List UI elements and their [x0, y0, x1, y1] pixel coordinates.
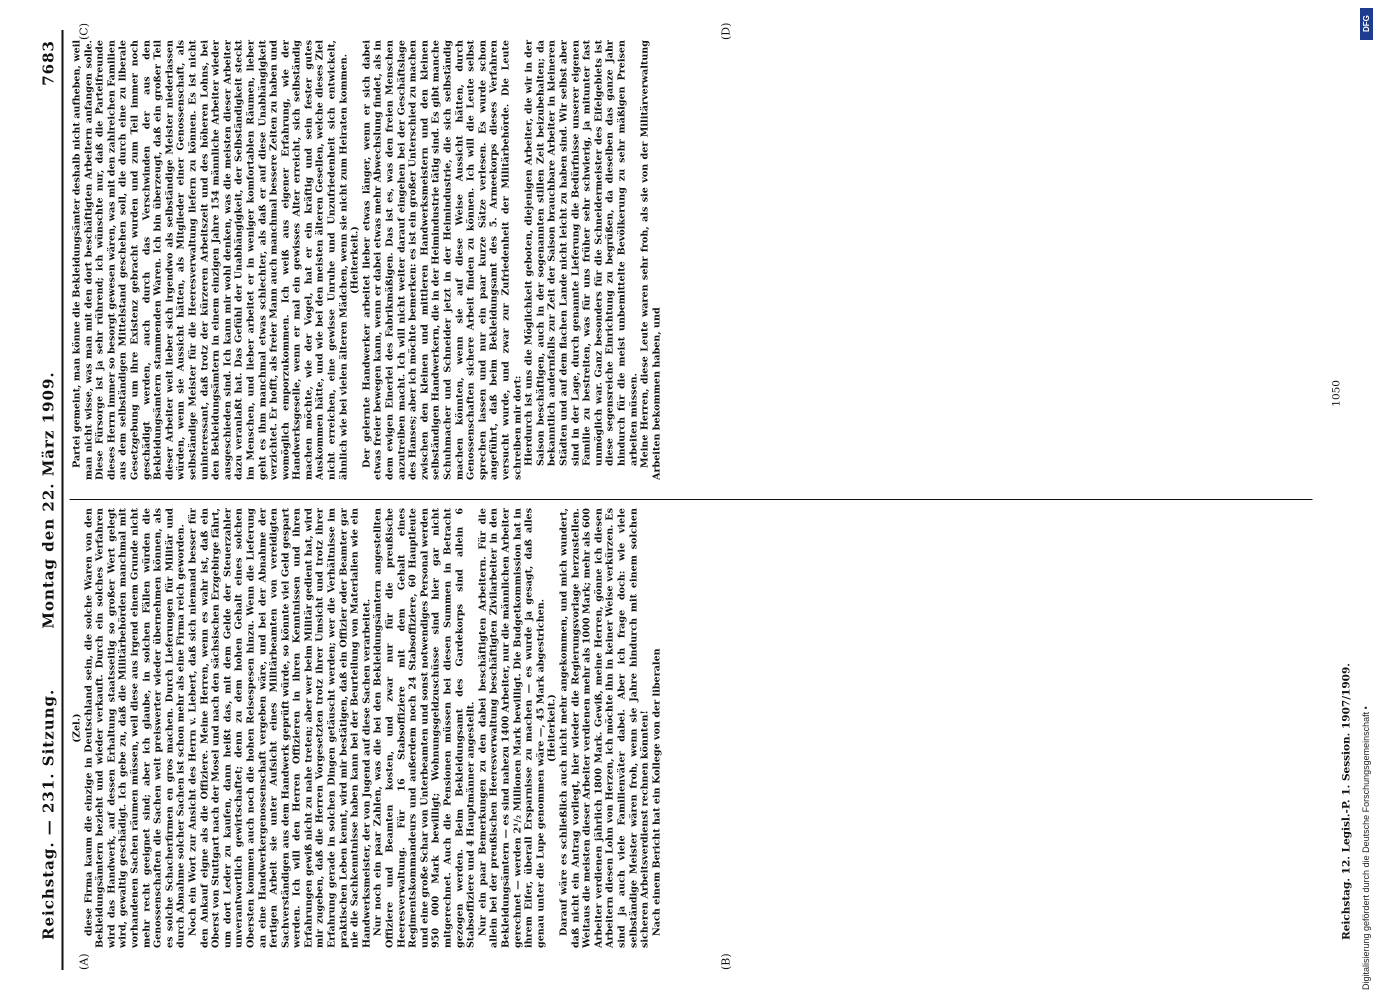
footer-publication: Reichstag. 12. Legisl.-P. 1. Session. 1907/1909.	[1340, 663, 1353, 940]
quoted-letter: Hierdurch ist uns die Möglichkeit geboten, diejenigen Arbeiter, die wir in der Saison beschäftigen, auch in der sogenannten stillen Zeit beizubehalten; da bekanntlich andernfalls zur Zeit der Saison brauchbare Arbeiter in kleineren Städten und auf dem flachen Lande nicht leicht zu haben sind. Wir selbst aber sind in der Lage, durch genannte Lieferung die Bedürfnisse unserer eigenen Familie zu bestreiten, was für uns früher sehr schwierig, ja mitunter fast unmöglich war. Ganz besonders für die Schneidermeister des Eifelgebiets ist diese segensreiche Einrichtung zu begrüßen, da dieselben das ganze Jahr hindurch für die meist unbemittelte Bevölkerung zu sehr mäßigen Preisen arbeiten müssen.	[523, 40, 639, 466]
margin-mark-b: (B)	[719, 953, 733, 970]
dfg-logo: DFG	[1360, 8, 1373, 40]
header-rule	[62, 30, 64, 970]
paragraph: Darauf wäre es schließlich auch nicht mehr angekommen, und mich wundert, daß nicht ein Antrag vorliegt, hier wieder die Regierungsvorlage herzustellen. Weitaus die meisten dieser Arbeiter verdienen mehr als 1000 Mark; mehr als 600 Arbeiter verdienen jährlich 1800 Mark. Gewiß, meine Herren, gönne ich diesen Arbeitern diesen Lohn von Herzen, ich möchte ihn in keiner Weise verkürzen. Es sind ja auch viele Familienväter dabei. Aber ich frage doch: wie viele selbständige Meister wären froh, wenn sie Jahre hindurch mit einem solchen sicheren Arbeitsverdienst rechnen könnten!	[558, 508, 651, 948]
paragraph: Partei gemeint, man könne die Bekleidungsämter deshalb nicht aufheben, weil man nicht wisse, was man mit den dort beschäftigten Arbeitern anfangen solle. Diese Fürsorge ist ja sehr rührend; ich wünschte nur, daß die Parteifreunde dieses Herrn immer so besorgt gewesen wären, was mit den zahlreichen Familien aus dem selbständigen Mittelstand geschehen soll, die durch eine zu liberale Gesetzgebung um ihre Existenz gebracht wurden und zum Teil immer noch geschädigt werden, auch durch das Verschwinden der aus den Bekleidungsämtern stammenden Waren. Ich bin überzeugt, daß ein großer Teil dieser Arbeiter weit lieber sich irgendwo als selbständige Meister niederlassen würden, wenn sie Aussicht hätten, als Mitglieder einer Genossenschaft, als selbständige Meister für die Heeresverwaltung liefern zu können. Es ist nicht uninteressant, daß trotz der kürzeren Arbeitszeit und des höheren Lohns, bei den Bekleidungsämtern in einem einzigen Jahre 154 männliche Arbeiter wieder ausgeschieden sind. Ich kann mir wohl denken, was die meisten dieser Arbeiter dazu veranlaßt hat. Das Gefühl der Unabhängigkeit, der Selbständigkeit steckt im Menschen, und lieber arbeitet er in weniger komfortablen Räumen, lieber geht es ihm manchmal etwas schlechter, als daß er auf diese Unabhängigkeit verzichtet. Er hofft, als freier Mann auch manchmal bessere Zeiten zu haben und womöglich emporzukommen. Ich weiß aus eigener Erfahrung, wie der Handwerksgeselle, wenn er mal ein gewisses Alter erreicht, sich selbständig machen möchte, wie der Vogel, hat er ein kräftig und sein fester gutes Auskommen hätte, und wie bei den meisten älteren Gesellen, welche dieses Ziel nicht erreichen, eine gewisse Unruhe und Unzufriedenheit sich entwickelt, ähnlich wie bei vielen älteren Mädchen, wenn sie nicht zum Heiraten kommen.	[71, 40, 350, 480]
paragraph: (Heiterkeit.)	[546, 694, 558, 762]
footer-signature: 1050	[1330, 380, 1343, 407]
margin-mark-c: (C)	[77, 23, 91, 40]
paragraph: Nur ein paar Bemerkungen zu den dabei beschäftigten Arbeitern. Für die allein bei der preußischen Heeresverwaltung beschäftigten Zivilarbeiter in den Bekleidungsämtern — es sind nahezu 1400 Arbeiter, nur die männlichen Arbeiter gerechnet — werden 2¹/₂ Millionen Mark bewilligt. Die Budgetkommission hat in ihrem Eifer, überall Ersparnisse zu machen — es wurde ja gesagt, daß alles genau unter die Lupe genommen wäre —, 45 Mark abgestrichen.	[477, 508, 547, 948]
paragraph: Meine Herren, diese Leute waren sehr froh, als sie von der Militärverwaltung Arbeiten bekommen haben, und	[639, 40, 663, 480]
header-date: Montag den 22. März 1909.	[39, 371, 58, 629]
paragraph: Der gelernte Handwerker arbeitet lieber etwas länger, wenn er sich dabei etwas freier bewegen kann, wenn er dabei etwas mehr Abwechslung findet, als in dem ewigen Einerlei des Fabrikmäßigen. Das ist es, was den freien Menschen anzutreiben macht. Ich will nicht weiter darauf eingehen bei der Geschäftslage des Hanses; aber ich möchte bemerken: es ist ein großer Unterschied zu machen zwischen den kleinen und mittleren Handwerksmeistern und den kleinen selbständigen Handwerkern, die in der Heimindustrie tätig sind. Es gibt manche Schuhmacher und Schneider jetzt in der Heimindustrie, die sich selbständig machen könnten, wenn sie auf diese Weise Aussicht hätten, durch Genossenschaften sichere Arbeit finden zu können. Ich will die Leute selbst sprechen lassen und nur ein paar kurze Sätze verlesen. Es wurde schon angeführt, daß beim Bekleidungsamt des 5. Armeekorps dieses Verfahren versucht wurde, und zwar zur Zufriedenheit der Militärbehörde. Die Leute schreiben mir dort:	[361, 40, 524, 480]
credit-text: Digitalisierung gefördert durch die Deutsche Forschungsgemeinschaft •	[1361, 706, 1371, 990]
left-column	[72, 508, 663, 948]
paragraph: Nur noch ein paar Zahlen, was die bei den Bekleidungsämtern angestellten Offiziere und Beamten kosten, und zwar nur für die preußische Heeresverwaltung. Für 16 Stabsoffiziere mit dem Gehalt eines Regimentskommandeurs und außerdem noch 24 Stabsoffiziere, 60 Hauptleute und eine große Schar von Unterbeamten und sonst notwendiges Personal werden 950 000 Mark bewilligt; Wohnungsgeldzuschüsse sind hier gar nicht mitgerechnet. Auch die Pensionen müssen bei diesen Summen in Betracht gezogen werden. Beim Bekleidungsamt des Gardekorps sind allein 6 Stabsoffiziere und 4 Hauptmänner angestellt.	[372, 508, 477, 948]
header-session: Reichstag. — 231. Sitzung.	[39, 688, 58, 940]
margin-mark-d: (D)	[719, 22, 733, 40]
digitization-credit	[1357, 8, 1375, 992]
running-head	[40, 40, 70, 960]
paragraph: diese Firma kaum die einzige in Deutschland sein, die solche Waren von den Bekleidungsämtern bezieht und wieder verkauft. Durch ein solches Verfahren wird das Handwerk, auf dessen Erhaltung staatsseitig so großer Wert gelegt wird, gewaltig geschädigt. Ich gebe zu, daß die Militärbehörden manchmal mit vorhandenen Sachen räumen müssen, weil diese aus irgend einem Grunde nicht mehr recht geeignet sind; aber ich glaube, in solchen Fällen würden die Genossenschaften die Sachen weit preiswerter wieder übernehmen können, als es solche Schacherfirmen en gros machen. Durch Lieferungen für Militär und durch Abnahme solcher Sachen ist schon mehr als eine Firma reich geworden.	[83, 508, 187, 948]
paragraph: Noch ein Wort zur Ansicht des Herrn v. Liebert, daß sich niemand besser für den Ankauf eigne als die Offiziere. Meine Herren, wenn es wahr ist, daß ein Oberst von Stuttgart nach der Mosel und nach den sächsischen Erzgebirge fährt, um dort Leder zu kaufen, dann heißt das, mit dem Gelde der Steuerzahler unverantwortlich gewirtschaftet; denn zu dem hohen Gehalt eines solchen Obersten kommen auch noch die hohen Reisespesen hinzu. Wenn die Lieferung an eine Handwerkergenossenschaft vergeben wäre, und bei der Abnahme der fertigen Arbeit sie unter Aufsicht eines Militärbeamten von vereidigten Sachverständigen aus dem Handwerk geprüft würde, so könnte viel Geld gespart werden. Ich will den Herren Offizieren in ihren Kenntnissen und ihren Erfahrungen gewiß nicht zu nahe treten; aber wer beim Militär gedient hat, wird mir zugeben, daß die Herren Vorgesetzten trotz ihrer Umsicht und trotz ihrer Erfahrung gerade in solchen Dingen getäuscht werden; wer die Verhältnisse im praktischen Leben kennt, wird mir bestätigen, daß ein Offizier oder Beamter gar nie die Sachkenntnisse haben kann bei der Beurteilung von Materialien wie ein Handwerksmeister, der von Jugend auf diese Sachen verarbeitet.	[187, 508, 373, 948]
right-column	[72, 40, 663, 480]
margin-mark-a: (A)	[77, 953, 91, 970]
column-divider	[70, 499, 1313, 500]
paragraph: (Zel.)	[71, 713, 83, 743]
paragraph: Nach einem Bericht hat ein Kollege von der liberalen	[651, 648, 663, 936]
paragraph: (Heiterkeit.)	[349, 226, 361, 294]
header-page-number: 7683	[39, 40, 58, 86]
